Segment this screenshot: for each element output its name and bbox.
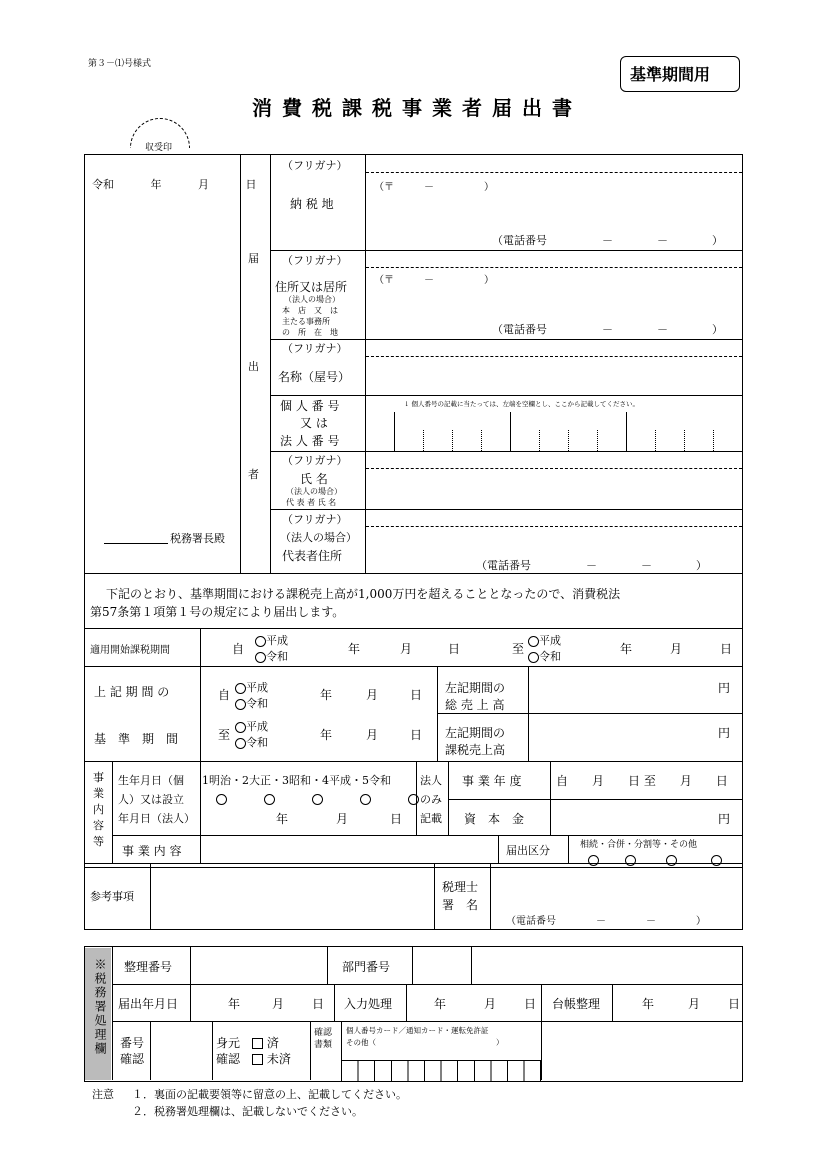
radio-reiwa[interactable] (528, 652, 539, 663)
radio-taisho[interactable] (264, 794, 275, 805)
divider (327, 947, 328, 984)
done-label: 済 (266, 1036, 279, 1050)
residence-postal: （〒 － ） (374, 275, 494, 286)
furigana-label: （フリガナ） (282, 513, 348, 526)
doc-digit-boxes (341, 1060, 541, 1081)
bp-to-label: 至 (218, 728, 231, 742)
input-year: 年 (434, 997, 447, 1011)
side-char: 事 (93, 771, 104, 784)
heisei-option (235, 679, 268, 695)
start-day: 日 (448, 642, 461, 656)
furigana-label: （フリガナ） (282, 342, 348, 355)
reference-label: 参考事項 (90, 890, 134, 903)
ledger-year: 年 (642, 997, 655, 1011)
reiwa-option (255, 648, 288, 664)
side-char: 内 (93, 803, 104, 816)
divider (150, 1021, 151, 1080)
residence-sub: 主たる事務所 (282, 317, 330, 326)
digit-sep (655, 430, 656, 451)
ledger-label: 台帳整理 (552, 997, 601, 1011)
applicant-side-1: 届 (248, 252, 259, 265)
residence-phone: （電話番号 － － ） (492, 323, 723, 336)
office-use-label: ※税務署処理欄 (93, 958, 107, 1056)
radio-showa[interactable] (312, 794, 323, 805)
divider (568, 835, 569, 863)
end-year: 年 (620, 642, 633, 656)
furigana-label: （フリガナ） (282, 454, 348, 467)
indiv-number-label: 法 人 番 号 (280, 434, 340, 448)
digit-sep (481, 430, 482, 451)
row-line (112, 1021, 742, 1022)
applicant-side-3: 者 (248, 468, 259, 481)
checkbox-done[interactable] (252, 1038, 263, 1049)
total-sales-label: 総 売 上 高 (445, 698, 505, 712)
bp-from-label: 自 (218, 688, 231, 702)
name-shop-label: 名称（屋号） (278, 370, 351, 384)
furigana-line (366, 526, 742, 527)
radio-heisei[interactable] (235, 683, 246, 694)
digit-sep (394, 412, 395, 451)
divider (200, 761, 201, 863)
filing-category-label: 届出区分 (506, 844, 550, 857)
input-day: 日 (524, 997, 537, 1011)
birth-label: 生年月日（個 (118, 774, 184, 787)
bp-year: 年 (320, 688, 333, 702)
divider (212, 1021, 213, 1080)
furigana-line (366, 267, 742, 268)
divider (150, 863, 151, 929)
residence-label: 住所又は居所 (275, 280, 348, 294)
notes-head: 注意 (92, 1088, 114, 1101)
digit-sep (510, 412, 511, 451)
heisei-option (528, 632, 561, 648)
period-badge-label: 基準期間用 (630, 65, 711, 84)
divider (112, 947, 113, 1080)
input-processing-label: 入力処理 (344, 997, 393, 1011)
tax-accountant-label: 税理士 (442, 880, 479, 894)
tax-accountant-label: 署 名 (442, 898, 479, 912)
era-radios (216, 789, 419, 808)
divider (541, 984, 542, 1021)
radio-heisei[interactable] (528, 636, 539, 647)
bp-day: 日 (410, 728, 423, 742)
id-check-label: 確認 (216, 1052, 241, 1066)
row-line (84, 628, 742, 629)
birth-month: 月 (336, 812, 349, 826)
filed-date-label: 届出年月日 (118, 997, 179, 1011)
era-label: 令和 (92, 178, 114, 191)
base-period-label: 上 記 期 間 の (94, 685, 170, 699)
divider (490, 863, 491, 929)
furigana-label: （フリガナ） (282, 159, 348, 172)
doc-note: その他（ ） (346, 1038, 504, 1047)
year-label: 年 (150, 178, 162, 191)
day-label: 日 (245, 178, 257, 191)
filed-month: 月 (272, 997, 285, 1011)
radio-reiwa[interactable] (408, 794, 419, 805)
divider (412, 947, 413, 984)
applicant-side-2: 出 (248, 360, 259, 373)
tax-address-label: 納 税 地 (290, 197, 334, 211)
tax-address-postal: （〒 － ） (374, 182, 494, 193)
filed-year: 年 (228, 997, 241, 1011)
note-2: ２．税務署処理欄は、記載しないでください。 (132, 1105, 363, 1118)
divider (434, 863, 435, 929)
tax-office-label: 税務署長殿 (170, 532, 225, 545)
digit-sep (423, 430, 424, 451)
tax-address-phone: （電話番号 － － ） (492, 234, 723, 247)
bp-year: 年 (320, 728, 333, 742)
divider (406, 984, 407, 1021)
bp-day: 日 (410, 688, 423, 702)
divider (448, 761, 449, 835)
row-line (84, 573, 742, 574)
dept-number-label: 部門番号 (342, 960, 391, 974)
corp-only-label: 法人 (420, 774, 442, 787)
radio-heisei[interactable] (235, 722, 246, 733)
taxable-sales-label: 課税売上高 (445, 743, 506, 757)
month-label: 月 (198, 178, 209, 191)
radio-heisei[interactable] (360, 794, 371, 805)
radio-reiwa[interactable] (255, 652, 266, 663)
not-done-label: 未済 (266, 1052, 291, 1066)
filing-category-options: 相続・合併・分割等・その他 (580, 840, 698, 850)
start-year: 年 (348, 642, 361, 656)
furigana-line (366, 468, 742, 469)
radio-heisei[interactable] (255, 636, 266, 647)
furigana-label: （フリガナ） (282, 254, 348, 267)
divider (270, 155, 271, 573)
applicable-period-label: 適用開始課税期間 (90, 645, 170, 656)
filed-day: 日 (312, 997, 325, 1011)
residence-sub: 本 店 又 は (282, 306, 338, 315)
divider (240, 155, 241, 573)
birth-year: 年 (276, 812, 289, 826)
divider (310, 1021, 311, 1080)
digit-sep (684, 430, 685, 451)
divider (498, 835, 499, 863)
row-line (270, 509, 742, 510)
row-line (448, 799, 742, 800)
digit-sep (597, 430, 598, 451)
taxable-sales-yen: 円 (718, 726, 731, 740)
rep-address-label: （法人の場合） (280, 531, 357, 544)
row-line (112, 984, 742, 985)
furigana-line (366, 172, 742, 173)
form-number: 第３－⑴号様式 (88, 59, 152, 69)
heisei-label: 平成 (246, 720, 268, 733)
ledger-month: 月 (688, 997, 701, 1011)
row-line (84, 666, 742, 667)
row-line (437, 713, 742, 714)
divider (190, 984, 191, 1021)
total-sales-yen: 円 (718, 681, 731, 695)
digit-sep (539, 430, 540, 451)
statement-line-1: 下記のとおり、基準期間における課税売上高が1,000万円を超えることとなったので、消費税法 (106, 587, 621, 601)
reiwa-option (528, 648, 561, 664)
number-check-label: 番号 (120, 1036, 145, 1050)
digit-sep (568, 430, 569, 451)
indiv-number-label: 個 人 番 号 (280, 399, 340, 413)
tax-accountant-phone: （電話番号 － － ） (506, 916, 706, 927)
divider (334, 984, 335, 1021)
digit-sep (626, 412, 627, 451)
end-day: 日 (720, 642, 733, 656)
side-char: 業 (93, 787, 104, 800)
person-name-sub: （法人の場合） (286, 487, 342, 496)
reiwa-option (235, 734, 268, 750)
taxable-sales-label: 左記期間の (445, 726, 506, 740)
id-check-label: 身元 (216, 1036, 241, 1050)
reference-number-label: 整理番号 (124, 960, 173, 974)
birth-day: 日 (390, 812, 403, 826)
divider (200, 666, 201, 761)
row-line (270, 395, 742, 396)
fiscal-year-value: 自 月 日 至 月 日 (556, 774, 728, 788)
row-line (112, 835, 742, 836)
radio-meiji[interactable] (216, 794, 227, 805)
reiwa-label: 令和 (246, 697, 268, 710)
bp-month: 月 (366, 728, 379, 742)
heisei-label: 平成 (539, 634, 561, 647)
divider (112, 761, 113, 863)
corp-only-label: のみ (420, 793, 442, 806)
doc-type-label: 書類 (314, 1040, 333, 1050)
note-1: １．裏面の記載要領等に留意の上、記載してください。 (132, 1088, 407, 1101)
row-line (270, 250, 742, 251)
heisei-option (235, 718, 268, 734)
total-sales-label: 左記期間の (445, 681, 506, 695)
id-done-option (252, 1034, 279, 1051)
side-char: 等 (93, 835, 104, 848)
person-name-sub: 代 表 者 氏 名 (286, 498, 337, 507)
bp-month: 月 (366, 688, 379, 702)
divider (416, 761, 417, 835)
residence-sub: の 所 在 地 (282, 328, 338, 337)
capital-yen: 円 (718, 812, 731, 826)
form-title: 消費税課税事業者届出書 (252, 96, 582, 120)
digit-sep (452, 430, 453, 451)
rep-address-label: 代表者住所 (282, 549, 343, 563)
reiwa-option (235, 695, 268, 711)
start-month: 月 (400, 642, 413, 656)
tax-office-underline (104, 543, 168, 544)
rep-address-phone: （電話番号 － － ） (476, 559, 707, 572)
end-month: 月 (670, 642, 683, 656)
divider (200, 628, 201, 666)
reiwa-label: 令和 (539, 650, 561, 663)
corp-only-label: 記載 (420, 812, 442, 825)
heisei-option (255, 632, 288, 648)
side-char: 容 (93, 819, 104, 832)
divider (190, 947, 191, 984)
residence-sub: （法人の場合） (284, 295, 340, 304)
from-label: 自 (232, 642, 245, 656)
birth-label: 人）又は設立 (118, 793, 184, 806)
digit-sep (713, 430, 714, 451)
divider (471, 947, 472, 984)
furigana-line (366, 356, 742, 357)
heisei-label: 平成 (246, 681, 268, 694)
radio-reiwa[interactable] (235, 738, 246, 749)
capital-label: 資 本 金 (464, 812, 525, 826)
business-side (93, 770, 105, 850)
reiwa-label: 令和 (266, 650, 288, 663)
ledger-day: 日 (728, 997, 741, 1011)
date-line (92, 176, 257, 192)
row-line (84, 761, 742, 762)
input-month: 月 (484, 997, 497, 1011)
divider (541, 1021, 542, 1080)
divider (550, 761, 551, 835)
doc-note: 個人番号カード／通知カード・運転免許証 (346, 1026, 489, 1035)
to-label: 至 (512, 642, 525, 656)
era-options: 1明治・2大正・3昭和・4平成・5令和 (202, 774, 391, 787)
base-period-label: 基 準 期 間 (94, 732, 179, 746)
fiscal-year-label: 事 業 年 度 (462, 774, 522, 788)
indiv-number-label: 又 は (300, 416, 328, 430)
divider (612, 984, 613, 1021)
person-name-label: 氏 名 (300, 472, 328, 486)
indiv-number-note: ↓ 個人番号の記載に当たっては、左端を空欄とし、ここから記載してください。 (404, 400, 640, 408)
doc-type-label: 確認 (314, 1028, 333, 1038)
reiwa-label: 令和 (246, 736, 268, 749)
statement-line-2: 第57条第１項第１号の規定により届出します。 (90, 605, 345, 619)
number-check-label: 確認 (120, 1052, 145, 1066)
receipt-stamp-label: 収受印 (145, 143, 173, 153)
business-content-label: 事 業 内 容 (122, 844, 182, 858)
heisei-label: 平成 (266, 634, 288, 647)
divider (365, 155, 366, 573)
radio-reiwa[interactable] (235, 699, 246, 710)
checkbox-not-done[interactable] (252, 1054, 263, 1065)
birth-label: 年月日（法人） (118, 812, 195, 825)
id-not-done-option (252, 1050, 291, 1067)
